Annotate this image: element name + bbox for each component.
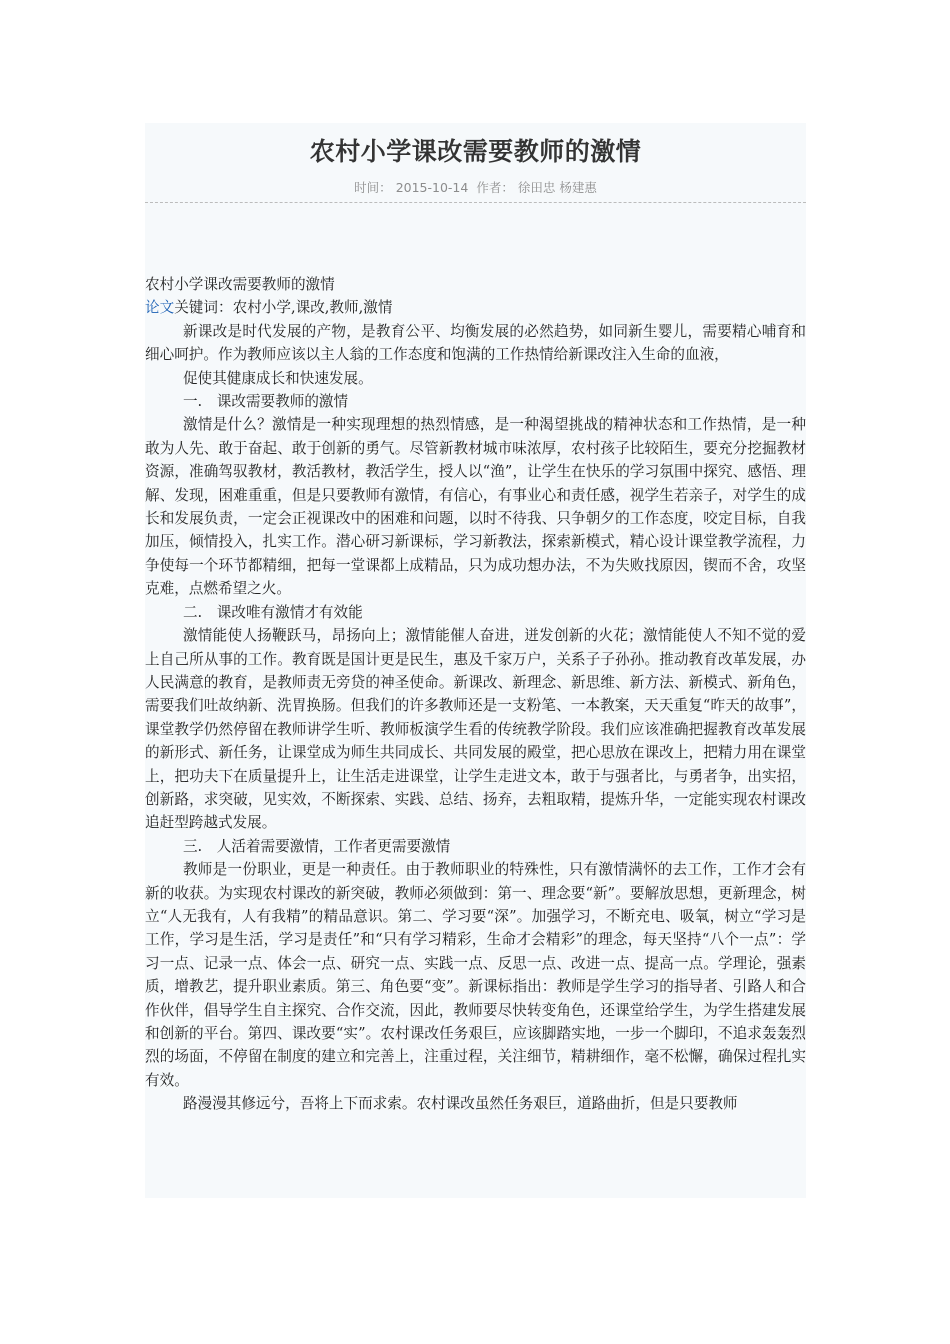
- body-title: 农村小学课改需要教师的激情: [145, 276, 335, 293]
- paragraph-intro: 新课改是时代发展的产物，是教育公平、均衡发展的必然趋势，如同新生婴儿，需要精心哺育和细心呵护。作为教师应该以主人翁的工作态度和饱满的工作热情给新课改注入生命的血液，: [145, 322, 806, 364]
- paragraph-section-2: 激情能使人扬鞭跃马，昂扬向上；激情能催人奋进，迸发创新的火花；激情能使人不知不觉的爱上自己所从事的工作。教育既是国计更是民生，惠及千家万户，关系子子孙孙。推动教育改革发展，办人民满意的教育，是教师责无旁贷的神圣使命。新课改、新理念、新思维、新方法、新模式、新角色，需要我们吐故纳新、洗胃换肠。但我们的许多教师还是一支粉笔、一本教案，天天重复“昨天的故事”，课堂教学仍然停留在教师讲学生听、教师板演学生看的传统教学阶段。我们应该准确把握教育改革发展的新形式、新任务，让课堂成为师生共同成长、共同发展的殿堂，把心思放在课改上，把精力用在课堂上，把功夫下在质量提升上，让生活走进课堂，让学生走进文本，敢于与强者比，与勇者争，出实招，创新路，求突破，见实效，不断探索、实践、总结、扬弃，去粗取精，提炼升华，一定能实现农村课改追赶型跨越式发展。: [145, 627, 806, 832]
- keywords-label: 关键词：: [174, 299, 233, 317]
- time-label: 时间：: [354, 180, 392, 195]
- author-names: 徐田忠 杨建惠: [517, 180, 597, 195]
- keywords-value: 农村小学,课改,教师,激情: [232, 299, 393, 317]
- keywords-line: [145, 296, 806, 319]
- author-label: 作者：: [476, 180, 514, 195]
- paragraph-section-3: 教师是一份职业，更是一种责任。由于教师职业的特殊性，只有激情满怀的去工作，工作才会有新的收获。为实现农村课改的新突破，教师必须做到：第一、理念要“新”。要解放思想，更新理念，树立“人无我有，人有我精”的精品意识。第二、学习要“深”。加强学习，不断充电、吸氧，树立“学习是工作，学习是生活，学习是责任”和“只有学习精彩，生命才会精彩”的理念，每天坚持“八个一点”：学习一点、记录一点、体会一点、研究一点、实践一点、反思一点、改进一点、提高一点。学理论，强素质，增教艺，提升职业素质。第三、角色要“变”。新课标指出：教师是学生学习的指导者、引路人和合作伙伴，倡导学生自主探究、合作交流，因此，教师要尽快转变角色，还课堂给学生，为学生搭建发展和创新的平台。第四、课改要“实”。农村课改任务艰巨，应该脚踏实地，一步一个脚印，不追求轰轰烈烈的场面，不停留在制度的建立和完善上，注重过程，关注细节，精耕细作，毫不松懈，确保过程扎实有效。: [145, 861, 806, 1089]
- paragraph-conclusion: 路漫漫其修远兮，吾将上下而求索。农村课改虽然任务艰巨，道路曲折，但是只要教师: [182, 1095, 738, 1113]
- paragraph-section-1: 激情是什么？激情是一种实现理想的热烈情感，是一种渴望挑战的精神状态和工作热情，是一种敢为人先、敢于奋起、敢于创新的勇气。尽管新教材城市味浓厚，农村孩子比较陌生，要充分挖掘教材资源，准确驾驭教材，教活教材，教活学生，授人以“渔”，让学生在快乐的学习氛围中探究、感悟、理解、发现，困难重重，但是只要教师有激情，有信心，有事业心和责任感，视学生若亲子，对学生的成长和发展负责，一定会正视课改中的困难和问题，以时不待我、只争朝夕的工作态度，咬定目标，自我加压，倾情投入，扎实工作。潜心研习新课标，学习新教法，探索新模式，精心设计课堂教学流程，力争使每一个环节都精细，把每一堂课都上成精品，只为成功想办法，不为失败找原因，锲而不舍，攻坚克难，点燃希望之火。: [145, 416, 806, 598]
- title-divider: [145, 202, 806, 203]
- article-meta: [145, 180, 806, 196]
- article-title: 农村小学课改需要教师的激情: [309, 137, 642, 166]
- paragraph-intro-cont: 促使其健康成长和快速发展。: [182, 369, 373, 387]
- section-heading-1: 一. 课改需要教师的激情: [182, 393, 349, 411]
- section-heading-3: 三. 人活着需要激情，工作者更需要激情: [182, 837, 451, 855]
- publish-date: 2015-10-14: [395, 180, 469, 195]
- article-body: [145, 273, 806, 1116]
- section-heading-2: 二. 课改唯有激情才有效能: [182, 603, 363, 621]
- article-container: [145, 123, 806, 1198]
- paper-link[interactable]: 论文: [145, 299, 175, 317]
